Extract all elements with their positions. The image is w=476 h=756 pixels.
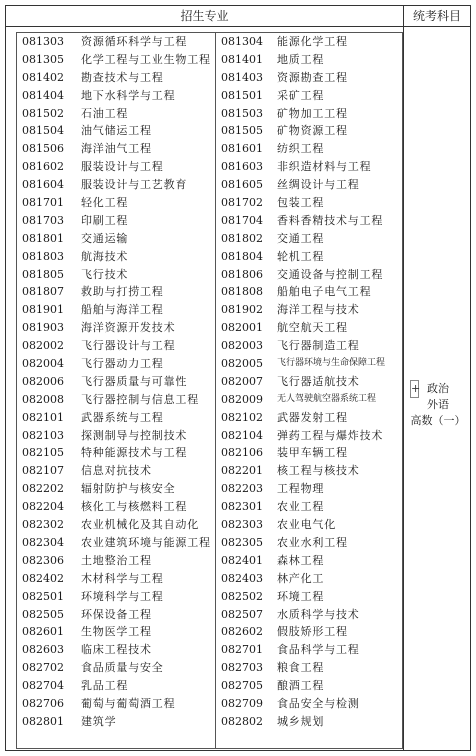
major-name: 武器发射工程 <box>277 410 348 424</box>
table-row <box>17 427 402 445</box>
major-code: 082001 <box>221 321 263 335</box>
exam-marker: + <box>410 380 419 398</box>
major-code: 081305 <box>22 52 64 66</box>
major-code: 082603 <box>22 643 64 657</box>
major-code: 082507 <box>221 607 263 621</box>
major-name: 能源化学工程 <box>277 35 348 48</box>
table-row <box>17 230 402 248</box>
major-name: 航空航天工程 <box>277 321 348 335</box>
major-name: 临床工程技术 <box>81 643 152 657</box>
major-name: 船舶与海洋工程 <box>81 303 164 317</box>
major-name: 飞行器环境与生命保障工程 <box>277 358 386 369</box>
major-name: 核化工与核燃料工程 <box>81 500 188 514</box>
major-name: 食品科学与工程 <box>277 643 360 657</box>
major-name: 救助与打捞工程 <box>81 285 164 299</box>
major-code: 082706 <box>22 696 64 710</box>
major-code: 081401 <box>221 52 263 66</box>
major-name: 建筑学 <box>81 714 117 728</box>
table-row <box>17 534 402 552</box>
table-row <box>17 337 402 355</box>
major-name: 资源循环科学与工程 <box>81 35 188 48</box>
table-row <box>17 659 402 677</box>
major-code: 081403 <box>221 70 263 84</box>
major-code: 082204 <box>22 500 64 514</box>
major-code: 081501 <box>221 88 263 102</box>
table-row <box>17 606 402 624</box>
major-code: 082703 <box>221 661 263 675</box>
major-name: 乳品工程 <box>81 679 129 693</box>
major-name: 农业工程 <box>277 500 325 514</box>
table-row <box>17 194 402 212</box>
major-name: 勘查技术与工程 <box>81 70 164 84</box>
major-name: 武器系统与工程 <box>81 410 164 424</box>
major-code: 082601 <box>22 625 64 639</box>
major-name: 服装设计与工艺教育 <box>81 178 188 192</box>
table-row <box>17 695 402 713</box>
table-row <box>17 641 402 659</box>
major-code: 082107 <box>22 464 64 478</box>
major-code: 081304 <box>221 35 263 48</box>
major-name: 纺织工程 <box>277 142 325 156</box>
major-name: 海洋油气工程 <box>81 142 152 156</box>
table-row <box>17 69 402 87</box>
major-name: 飞行器制造工程 <box>277 339 360 353</box>
major-code: 082305 <box>221 535 263 549</box>
major-name: 地下水科学与工程 <box>81 88 176 102</box>
major-code: 082709 <box>221 696 263 710</box>
major-name: 矿物资源工程 <box>277 124 348 138</box>
major-name: 海洋工程与技术 <box>277 303 360 317</box>
major-code: 082003 <box>221 339 263 353</box>
major-name: 非织造材料与工程 <box>277 160 372 174</box>
major-name: 农业水利工程 <box>277 535 348 549</box>
major-code: 082302 <box>22 518 64 532</box>
major-code: 081701 <box>22 196 64 210</box>
major-code: 082502 <box>221 589 263 603</box>
major-code: 082102 <box>221 410 263 424</box>
major-name: 粮食工程 <box>277 661 325 675</box>
major-code: 082002 <box>22 339 64 353</box>
major-code: 082403 <box>221 571 263 585</box>
major-code: 081702 <box>221 196 263 210</box>
major-name: 林产化工 <box>277 571 325 585</box>
exam-subjects-cell <box>403 27 470 750</box>
major-code: 081506 <box>22 142 64 156</box>
major-code: 082705 <box>221 679 263 693</box>
major-name: 农业机械化及其自动化 <box>81 518 199 532</box>
major-code: 082203 <box>221 482 263 496</box>
major-name: 探测制导与控制技术 <box>81 428 188 442</box>
major-code: 082202 <box>22 482 64 496</box>
major-name: 飞行器设计与工程 <box>81 339 176 353</box>
major-name: 化学工程与工业生物工程 <box>81 52 211 66</box>
major-code: 081801 <box>22 231 64 245</box>
exam-subject-politics: 政治 <box>427 382 449 395</box>
major-code: 081808 <box>221 285 263 299</box>
table-row <box>17 409 402 427</box>
major-code: 082105 <box>22 446 64 460</box>
major-name: 水质科学与技术 <box>277 607 360 621</box>
major-name: 采矿工程 <box>277 88 325 102</box>
major-code: 082306 <box>22 553 64 567</box>
major-code: 082004 <box>22 357 64 371</box>
major-name: 生物医学工程 <box>81 625 152 639</box>
major-code: 081802 <box>221 231 263 245</box>
major-code: 081402 <box>22 70 64 84</box>
table-row <box>17 176 402 194</box>
table-row <box>17 140 402 158</box>
major-code: 081804 <box>221 249 263 263</box>
major-name: 飞行器动力工程 <box>81 357 164 371</box>
major-code: 081605 <box>221 178 263 192</box>
major-name: 食品质量与安全 <box>81 661 164 675</box>
header-exam-subjects: 统考科目 <box>403 6 470 26</box>
exam-subject-math: 高数（一） <box>410 414 466 427</box>
major-name: 飞行技术 <box>81 267 129 281</box>
major-name: 弹药工程与爆炸技术 <box>277 428 384 442</box>
table-row <box>17 444 402 462</box>
table-row <box>17 283 402 301</box>
major-code: 082106 <box>221 446 263 460</box>
major-name: 环境工程 <box>277 589 325 603</box>
table-row <box>17 158 402 176</box>
table-row <box>17 122 402 140</box>
major-name: 城乡规划 <box>277 714 325 728</box>
major-code: 082301 <box>221 500 263 514</box>
admission-table <box>5 5 471 751</box>
table-row <box>17 552 402 570</box>
table-row <box>17 713 402 731</box>
major-code: 082702 <box>22 661 64 675</box>
major-name: 交通运输 <box>81 231 129 245</box>
table-header <box>6 6 470 27</box>
major-name: 假肢矫形工程 <box>277 625 348 639</box>
major-code: 081303 <box>22 35 64 48</box>
major-name: 包装工程 <box>277 196 325 210</box>
major-name: 酿酒工程 <box>277 679 325 693</box>
major-code: 082103 <box>22 428 64 442</box>
major-code: 081404 <box>22 88 64 102</box>
major-code: 081602 <box>22 160 64 174</box>
majors-grid <box>16 32 403 749</box>
table-row <box>17 462 402 480</box>
major-name: 葡萄与葡萄酒工程 <box>81 696 176 710</box>
major-name: 资源勘查工程 <box>277 70 348 84</box>
major-code: 082701 <box>221 643 263 657</box>
major-code: 082802 <box>221 714 263 728</box>
major-name: 食品安全与检测 <box>277 696 360 710</box>
table-row <box>17 33 402 51</box>
major-code: 082402 <box>22 571 64 585</box>
table-row <box>17 391 402 409</box>
major-code: 082201 <box>221 464 263 478</box>
major-code: 082104 <box>221 428 263 442</box>
table-row <box>17 588 402 606</box>
table-row <box>17 516 402 534</box>
table-row <box>17 480 402 498</box>
major-name: 土地整治工程 <box>81 553 152 567</box>
table-row <box>17 373 402 391</box>
major-code: 082008 <box>22 392 64 406</box>
major-name: 矿物加工工程 <box>277 106 348 120</box>
table-row <box>17 355 402 373</box>
major-name: 装甲车辆工程 <box>277 446 348 460</box>
major-code: 082304 <box>22 535 64 549</box>
major-name: 航海技术 <box>81 249 129 263</box>
major-name: 丝绸设计与工程 <box>277 178 360 192</box>
major-name: 核工程与核技术 <box>277 464 360 478</box>
table-row <box>17 105 402 123</box>
major-name: 木材科学与工程 <box>81 571 164 585</box>
table-row <box>17 498 402 516</box>
table-row <box>17 87 402 105</box>
major-name: 交通设备与控制工程 <box>277 267 384 281</box>
major-code: 081503 <box>221 106 263 120</box>
major-code: 081806 <box>221 267 263 281</box>
table-row <box>17 319 402 337</box>
major-name: 辐射防护与核安全 <box>81 482 176 496</box>
major-name: 信息对抗技术 <box>81 464 152 478</box>
majors-rows <box>17 33 402 731</box>
major-name: 印刷工程 <box>81 213 129 227</box>
major-name: 飞行器适航技术 <box>277 374 360 388</box>
major-name: 飞行器质量与可靠性 <box>81 374 188 388</box>
major-code: 082009 <box>221 392 263 406</box>
table-row <box>17 623 402 641</box>
table-row <box>17 570 402 588</box>
major-name: 油气储运工程 <box>81 124 152 138</box>
major-code: 081803 <box>22 249 64 263</box>
major-name: 石油工程 <box>81 106 129 120</box>
major-code: 081505 <box>221 124 263 138</box>
table-row <box>17 266 402 284</box>
major-code: 081805 <box>22 267 64 281</box>
major-code: 081704 <box>221 213 263 227</box>
major-name: 无人驾驶航空器系统工程 <box>277 393 377 404</box>
major-code: 081504 <box>22 124 64 138</box>
major-code: 081903 <box>22 321 64 335</box>
major-code: 082101 <box>22 410 64 424</box>
table-row <box>17 677 402 695</box>
exam-subjects-text <box>408 381 468 429</box>
major-code: 081901 <box>22 303 64 317</box>
major-name: 农业建筑环境与能源工程 <box>81 535 211 549</box>
table-row <box>17 51 402 69</box>
major-code: 081604 <box>22 178 64 192</box>
major-code: 082401 <box>221 553 263 567</box>
major-name: 船舶电子电气工程 <box>277 285 372 299</box>
major-name: 海洋资源开发技术 <box>81 321 176 335</box>
major-code: 081502 <box>22 106 64 120</box>
major-name: 特种能源技术与工程 <box>81 446 188 460</box>
major-code: 082704 <box>22 679 64 693</box>
major-code: 082007 <box>221 374 263 388</box>
major-name: 轮机工程 <box>277 249 325 263</box>
header-majors: 招生专业 <box>180 9 229 23</box>
major-name: 环保设备工程 <box>81 607 152 621</box>
table-row <box>17 301 402 319</box>
major-name: 农业电气化 <box>277 518 336 532</box>
major-code: 082005 <box>221 357 263 371</box>
major-code: 082505 <box>22 607 64 621</box>
major-code: 081703 <box>22 213 64 227</box>
major-code: 081603 <box>221 160 263 174</box>
major-code: 082006 <box>22 374 64 388</box>
major-name: 服装设计与工程 <box>81 160 164 174</box>
major-code: 082801 <box>22 714 64 728</box>
major-code: 082602 <box>221 625 263 639</box>
major-code: 081902 <box>221 303 263 317</box>
major-name: 环境科学与工程 <box>81 589 164 603</box>
major-code: 082501 <box>22 589 64 603</box>
major-name: 香料香精技术与工程 <box>277 213 384 227</box>
major-name: 轻化工程 <box>81 196 129 210</box>
major-name: 交通工程 <box>277 231 325 245</box>
major-name: 飞行器控制与信息工程 <box>81 392 199 406</box>
major-name: 森林工程 <box>277 553 325 567</box>
major-name: 工程物理 <box>277 482 325 496</box>
exam-subject-language: 外语 <box>427 398 449 411</box>
major-code: 081807 <box>22 285 64 299</box>
table-row <box>17 212 402 230</box>
major-code: 082303 <box>221 518 263 532</box>
table-row <box>17 248 402 266</box>
major-name: 地质工程 <box>277 52 325 66</box>
major-code: 081601 <box>221 142 263 156</box>
